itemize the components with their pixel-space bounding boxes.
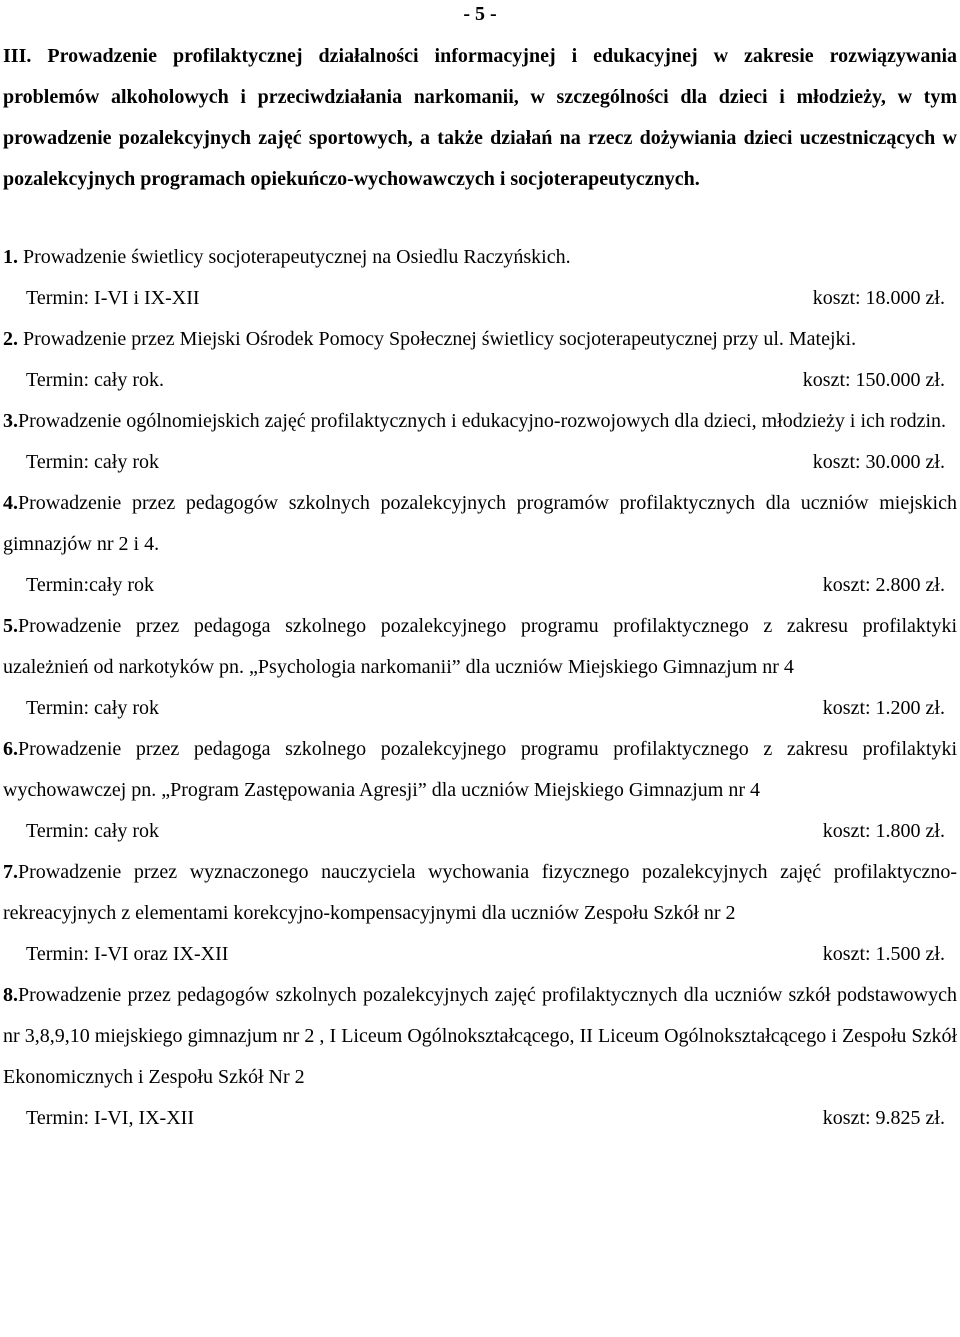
item-term: Termin: cały rok (26, 697, 159, 719)
list-item (3, 975, 957, 1139)
item-term: Termin: I-VI oraz IX-XII (26, 943, 229, 965)
section-number: III. (3, 45, 32, 67)
item-cost: koszt: 150.000 zł. (802, 369, 945, 391)
item-number: 3. (3, 410, 18, 432)
item-term-row (3, 360, 957, 401)
item-term: Termin: I-VI, IX-XII (26, 1107, 194, 1129)
item-description (3, 606, 957, 688)
item-text: Prowadzenie świetlicy socjoterapeutycznej na Osiedlu Raczyńskich. (18, 246, 571, 268)
item-number: 1. (3, 246, 18, 268)
item-term-row (3, 442, 957, 483)
item-description (3, 237, 957, 278)
item-term: Termin: cały rok (26, 820, 159, 842)
item-number: 8. (3, 984, 18, 1006)
list-item (3, 319, 957, 401)
item-text: Prowadzenie przez pedagoga szkolnego pozalekcyjnego programu profilaktycznego z zakresu profilaktyki wychowawczej pn. „Program Zastępowania Agresji” dla uczniów Miejskiego Gimnazjum nr 4 (3, 738, 957, 801)
item-description (3, 975, 957, 1098)
item-cost: koszt: 1.800 zł. (822, 820, 945, 842)
item-text: Prowadzenie przez pedagogów szkolnych pozalekcyjnych zajęć profilaktycznych dla uczniów szkół podstawowych nr 3,8,9,10 miejskiego gimnazjum nr 2 , I Liceum Ogólnokształcącego, II Liceum Ogólnokształcącego i Zespołu Szkół Ekonomicznych i Zespołu Szkół Nr 2 (3, 984, 957, 1088)
item-cost: koszt: 18.000 zł. (812, 287, 945, 309)
item-term-row (3, 1098, 957, 1139)
item-term-row (3, 934, 957, 975)
list-item (3, 606, 957, 729)
item-cost: koszt: 30.000 zł. (812, 451, 945, 473)
item-number: 2. (3, 328, 18, 350)
item-term-row (3, 278, 957, 319)
page-number: - 5 - (463, 3, 497, 25)
item-description (3, 401, 957, 442)
list-item (3, 729, 957, 852)
item-term: Termin:cały rok (26, 574, 154, 596)
item-text: Prowadzenie ogólnomiejskich zajęć profilaktycznych i edukacyjno-rozwojowych dla dzieci, młodzieży i ich rodzin. (18, 410, 946, 432)
item-term-row (3, 811, 957, 852)
item-description (3, 729, 957, 811)
item-description (3, 852, 957, 934)
item-description (3, 483, 957, 565)
item-number: 7. (3, 861, 18, 883)
list-item (3, 852, 957, 975)
item-text: Prowadzenie przez pedagoga szkolnego pozalekcyjnego programu profilaktycznego z zakresu profilaktyki uzależnień od narkotyków pn. „Psychologia narkomanii” dla uczniów Miejskiego Gimnazjum nr 4 (3, 615, 957, 678)
section-title: Prowadzenie profilaktycznej działalności informacyjnej i edukacyjnej w zakresie rozwiązywania problemów alkoholowych i przeciwdziałania narkomanii, w szczególności dla dzieci i młodzieży, w tym prowadzenie pozalekcyjnych zajęć sportowych, a także działań na rzecz dożywiania dzieci uczestniczących w pozalekcyjnych programach opiekuńczo-wychowawczych i socjoterapeutycznych. (3, 45, 958, 190)
item-term: Termin: cały rok (26, 451, 159, 473)
item-number: 5. (3, 615, 18, 637)
list-item (3, 483, 957, 606)
item-description (3, 319, 957, 360)
item-term-row (3, 688, 957, 729)
item-cost: koszt: 1.500 zł. (822, 943, 945, 965)
list-item (3, 237, 957, 319)
item-term: Termin: I-VI i IX-XII (26, 287, 200, 309)
item-cost: koszt: 2.800 zł. (822, 574, 945, 596)
list-item (3, 401, 957, 483)
item-number: 4. (3, 492, 18, 514)
item-number: 6. (3, 738, 18, 760)
item-text: Prowadzenie przez Miejski Ośrodek Pomocy Społecznej świetlicy socjoterapeutycznej przy ul. Matejki. (18, 328, 857, 350)
item-term-row (3, 565, 957, 606)
section-heading (3, 36, 957, 200)
item-cost: koszt: 1.200 zł. (822, 697, 945, 719)
item-term: Termin: cały rok. (26, 369, 164, 391)
item-text: Prowadzenie przez pedagogów szkolnych pozalekcyjnych programów profilaktycznych dla uczniów miejskich gimnazjów nr 2 i 4. (3, 492, 957, 555)
item-list (3, 237, 957, 1139)
item-cost: koszt: 9.825 zł. (822, 1107, 945, 1129)
item-text: Prowadzenie przez wyznaczonego nauczyciela wychowania fizycznego pozalekcyjnych zajęć profilaktyczno-rekreacyjnych z elementami korekcyjno-kompensacyjnymi dla uczniów Zespołu Szkół nr 2 (3, 861, 957, 924)
